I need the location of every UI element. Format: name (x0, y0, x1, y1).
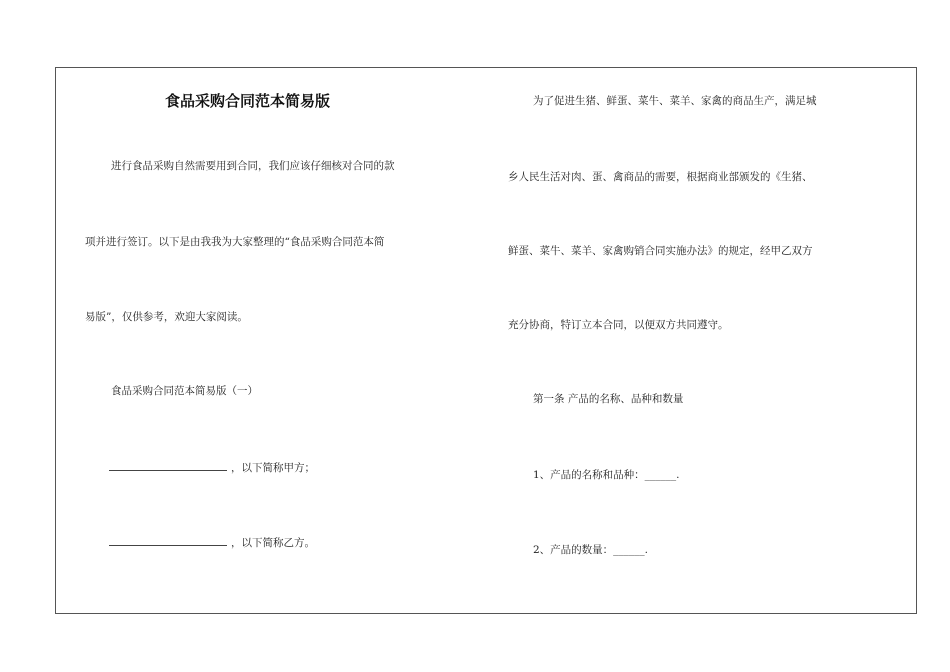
para-line-4: 充分协商，特订立本合同，以便双方共同遵守。 (508, 319, 729, 331)
intro-line-2: 项并进行签订。以下是由我我为大家整理的“食品采购合同范本简 (85, 236, 385, 248)
party-a-line (109, 460, 315, 475)
section-heading: 食品采购合同范本简易版（一） (111, 385, 258, 397)
document-title: 食品采购合同范本简易版 (165, 92, 331, 110)
article-1-item-1: 1、产品的名称和品种：______. (533, 469, 680, 481)
para-line-1: 为了促进生猪、鲜蛋、菜牛、菜羊、家禽的商品生产，满足城 (533, 95, 817, 107)
para-line-3: 鲜蛋、菜牛、菜羊、家禽购销合同实施办法》的规定，经甲乙双方 (508, 245, 813, 257)
article-1-item-2: 2、产品的数量：______. (533, 544, 649, 556)
party-b-blank[interactable] (109, 535, 227, 546)
intro-line-1: 进行食品采购自然需要用到合同，我们应该仔细核对合同的款 (111, 160, 395, 172)
intro-line-3: 易版”，仅供参考，欢迎大家阅读。 (85, 311, 248, 323)
party-a-blank[interactable] (109, 460, 227, 471)
article-1-heading: 第一条 产品的名称、品种和数量 (533, 393, 684, 405)
party-b-label: ，以下简称乙方。 (231, 537, 315, 549)
page-frame (55, 67, 917, 614)
para-line-2: 乡人民生活对肉、蛋、禽商品的需要，根据商业部颁发的《生猪、 (508, 171, 813, 183)
party-a-label: ，以下简称甲方； (231, 462, 315, 474)
party-b-line (109, 535, 315, 550)
